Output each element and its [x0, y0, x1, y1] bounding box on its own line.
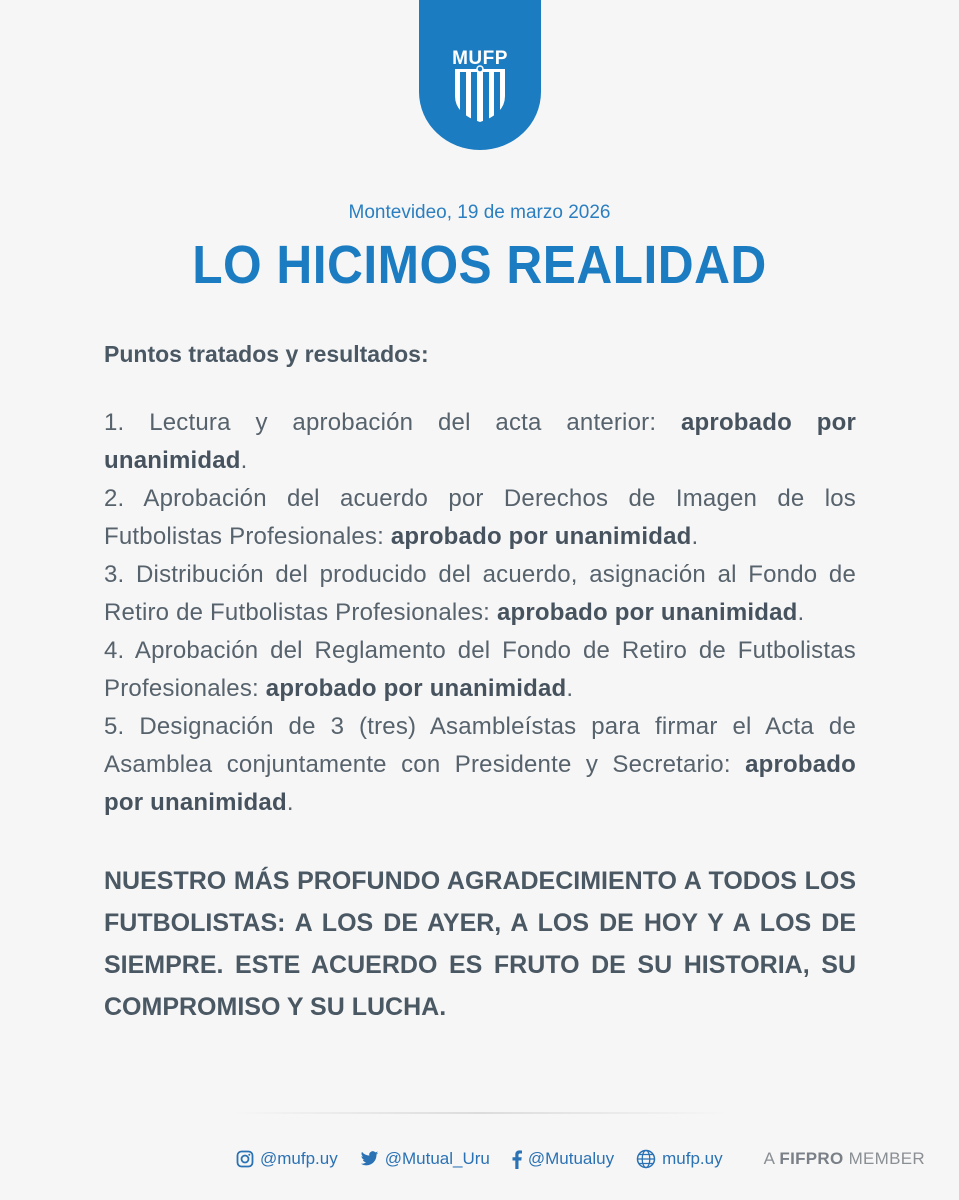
point-5: 5. Designación de 3 (tres) Asambleístas para firmar el Acta de Asamblea conjuntamente con Presidente y Secretario: aprobado por unanimidad.	[104, 713, 856, 816]
point-result: aprobado por unanimidad	[104, 409, 856, 474]
globe-icon	[636, 1149, 656, 1169]
point-result: aprobado por unanimidad	[265, 675, 567, 702]
dateline: Montevideo, 19 de marzo 2026	[348, 202, 611, 223]
instagram-icon	[236, 1150, 254, 1168]
facebook-link[interactable]: @Mutualuy	[512, 1149, 614, 1169]
headline: LO HICIMOS REALIDAD	[192, 235, 767, 295]
fifpro-member-label: A FIFPRO MEMBER	[763, 1149, 925, 1168]
twitter-link[interactable]: @Mutual_Uru	[360, 1149, 490, 1169]
footer	[236, 1146, 925, 1172]
facebook-icon	[512, 1150, 522, 1169]
closing-message: NUESTRO MÁS PROFUNDO AGRADECIMIENTO A TODOS LOS FUTBOLISTAS: A LOS DE AYER, A LOS DE HOY Y A LOS DE SIEMPRE. ESTE ACUERDO ES FRUTO DE SU HISTORIA, SU COMPROMISO Y SU LUCHA.	[104, 867, 856, 1021]
divider	[230, 1112, 730, 1114]
point-2: 2. Aprobación del acuerdo por Derechos de Imagen de los Futbolistas Profesionales: aprobado por unanimidad.	[104, 485, 856, 550]
website-link[interactable]: mufp.uy	[636, 1149, 722, 1169]
shield-badge-icon	[419, 0, 541, 150]
point-result: aprobado por unanimidad	[496, 599, 798, 626]
twitter-bird-icon	[360, 1151, 379, 1167]
point-3: 3. Distribución del producido del acuerdo, asignación al Fondo de Retiro de Futbolistas Profesionales: aprobado por unanimidad.	[104, 561, 856, 626]
instagram-link[interactable]: @mufp.uy	[236, 1149, 338, 1169]
point-4: 4. Aprobación del Reglamento del Fondo de Retiro de Futbolistas Profesionales: aprobado por unanimidad.	[104, 637, 856, 702]
content	[104, 338, 856, 1028]
section-title: Puntos tratados y resultados:	[104, 341, 429, 367]
logo-text: MUFP	[452, 48, 508, 69]
mufp-logo	[419, 0, 541, 150]
point-result: aprobado por unanimidad	[104, 751, 856, 816]
point-1: 1. Lectura y aprobación del acta anterior: aprobado por unanimidad.	[104, 409, 856, 474]
point-result: aprobado por unanimidad	[390, 523, 692, 550]
